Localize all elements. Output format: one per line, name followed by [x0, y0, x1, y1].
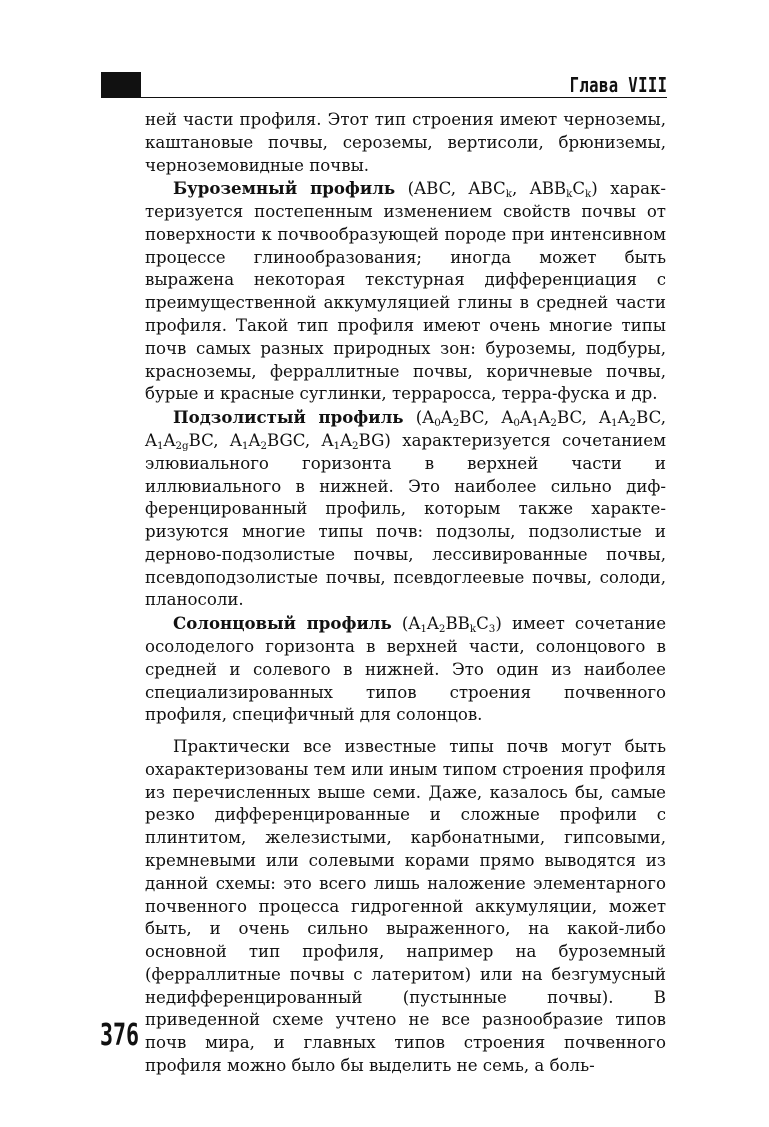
- formula-podzol-3: $A_1A_2BC$: [599, 408, 661, 430]
- paragraph-text: Практически все известные типы почв могут быть охарактеризованы тем или иным типом строения профиля из перечисленных выше семи. Даже, казалось бы, самые резко дифференцированные и сложные профили с плинтитом, железистыми, карбонатными, гипсовыми, кремневыми или солевыми корами прямо выводятся из данной схемы: это всего лишь наложение элементарного почвенного процесса гидрогенной аккумуляции, может быть, и очень сильно выраженного, на какой-либо основной тип профиля, например на буроземный (ферраллитные почвы с латеритом) или на безгумусный недифференцированный (пустынные почвы). В приведенной схеме учтено не все разнообразие типов почв мира, и главных типов строения почвенного профиля можно было бы выделить не семь, а боль-: [145, 737, 666, 1076]
- term-solonets: Солонцовый профиль: [173, 613, 392, 634]
- formula-burozem-2: $ABC_k$: [468, 179, 512, 201]
- formula-podzol-1: $A_0A_2BC$: [422, 408, 484, 430]
- formula-podzol-6: $A_1A_2BG$: [321, 430, 385, 453]
- paragraph-text: имеет сочетание осолоделого горизонта в верхней части, солонцового в средней и солевого в нижней. Это один из наиболее специализированных типов строения почвенного профиля, специфичный для солонцов.: [145, 614, 667, 725]
- paragraph-text: ней части профиля. Этот тип строения имеют черноземы, каштановые почвы, сероземы, вертисоли, брюниземы, черноземовидные почвы.: [145, 110, 666, 175]
- paragraph-text: характеризуется постепенным изменением свойств почвы от поверхности к почвообразующей породе при интенсивном процессе глинообразования; иногда может быть выражена некоторая текстурная дифференциация с преимущественной аккумуляцией глины в средней части профиля. Такой тип профиля имеют очень многие типы почв самых разных природных зон: буроземы, подбуры, красноземы, ферраллитные почвы, коричневые почвы, бурые и красные суглинки, терраросса, терра-фуска и др.: [145, 179, 667, 404]
- paragraph-summary: [145, 736, 666, 1078]
- formula-podzol-4: $A_1A_{2g}BC$: [145, 430, 214, 453]
- formula-burozem-1: ABC: [414, 179, 451, 199]
- page-number: 376: [100, 1018, 140, 1053]
- term-podzol: Подзолистый профиль: [173, 407, 404, 428]
- text-column: [145, 109, 666, 1078]
- chapter-title: Глава VIII: [569, 73, 667, 97]
- paragraph-podzol: Подзолистый профиль ($A_0A_2BC$, $A_0A_1A_2BC$, $A_1A_2BC$, $A_1A_{2g}BC$, $A_1A_2BGC$, $A_1A_2BG$) характеризуется сочетанием элювиального горизонта в верхней части и иллювиального в нижней. Это наиболее сильно дифференцированный профиль, которым также характеризуются многие типы почв: подзолы, подзолистые и дерново-подзолистые почвы, лессивированные почвы, псевдоподзолистые почвы, псевдоглеевые почвы, солоди, планосоли.: [145, 407, 666, 610]
- paragraph-burozem: Буроземный профиль (ABC, $ABC_k$, $ABB_kC_k$) характеризуется постепенным изменением свойств почвы от поверхности к почвообразующей породе при интенсивном процессе глинообразования; иногда может быть выражена некоторая текстурная дифференциация с преимущественной аккумуляцией глины в средней части профиля. Такой тип профиля имеют очень многие типы почв самых разных природных зон: буроземы, подбуры, красноземы, ферраллитные почвы, коричневые почвы, бурые и красные суглинки, терраросса, терра-фуска и др.: [145, 178, 667, 404]
- paragraph-solonets: Солонцовый профиль $(A_1A_2BB_kC_3)$ имеет сочетание осолоделого горизонта в верхней части, солонцового в средней и солевого в нижней. Это один из наиболее специализированных типов строения почвенного профиля, специфичный для солонцов.: [145, 613, 667, 725]
- formula-podzol-2: $A_0A_1A_2BC$: [501, 408, 582, 430]
- term-burozem: Буроземный профиль: [173, 178, 396, 199]
- formula-burozem-3: $ABB_kC_k$: [529, 179, 592, 201]
- header-rule: [141, 97, 667, 98]
- formula-solonets: $A_1A_2BB_kC_3$: [408, 614, 496, 636]
- paragraph-continuation: [145, 109, 666, 177]
- formula-podzol-5: $A_1A_2BGC$: [229, 430, 305, 453]
- paragraph-text: характеризуется сочетанием элювиального горизонта в верхней части и иллювиального в нижней. Это наиболее сильно дифференцированный профиль, которым также характеризуются многие типы почв: подзолы, подзолистые и дерново-подзолистые почвы, лессивированные почвы, псевдоподзолистые почвы, псевдоглеевые почвы, солоди, планосоли.: [145, 430, 666, 610]
- header-black-block: [101, 72, 141, 98]
